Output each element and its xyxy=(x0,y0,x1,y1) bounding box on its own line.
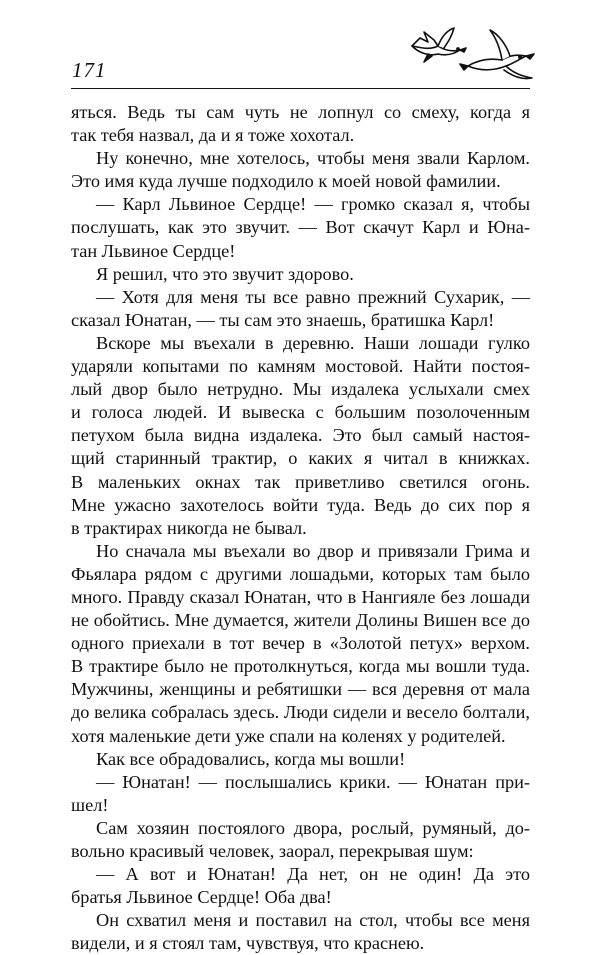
text-line: не обойтись. Мне думается, жители Долины Вишен все до xyxy=(71,610,530,631)
text-line: в трактирах никогда не бывал. xyxy=(71,517,307,538)
text-line: сказал Юнатан, — ты сам это знаешь, братишка Карл! xyxy=(71,309,495,330)
paragraph xyxy=(71,817,530,863)
text-line: братья Львиное Сердце! Оба два! xyxy=(71,887,332,908)
text-line: ударяли копытами по камням мостовой. Найти постоя- xyxy=(71,356,530,377)
text-line: одного приехали в тот вечер в «Золотой петух» верхом. xyxy=(71,633,530,654)
text-line: видели, и я стоял там, чувствуя, что краснею. xyxy=(71,933,425,954)
text-line: Сам хозяин постоялого двора, рослый, румяный, до- xyxy=(96,817,530,838)
paragraph xyxy=(71,286,530,332)
text-line: лый двор было нетрудно. Мы издалека услыхали смех xyxy=(71,379,530,400)
paragraph xyxy=(71,101,530,147)
paragraph xyxy=(71,540,530,748)
text-line: послушать, как это звучит. — Вот скачут Карл и Юна- xyxy=(71,217,530,238)
page-number: 171 xyxy=(72,58,107,82)
text-line: шел! xyxy=(71,794,109,815)
text-line: Он схватил меня и поставил на стол, чтобы все меня xyxy=(96,910,530,931)
text-line: Я решил, что это звучит здорово. xyxy=(96,263,354,284)
text-line: так тебя назвал, да и я тоже хохотал. xyxy=(71,125,355,146)
paragraph xyxy=(71,748,530,771)
paragraph xyxy=(71,332,530,540)
paragraph xyxy=(71,771,530,817)
text-line: Мне ужасно захотелось войти туда. Ведь до сих пор я xyxy=(71,494,530,515)
text-line: — А вот и Юнатан! Да нет, он не один! Да это xyxy=(96,864,530,885)
text-line: Это имя куда лучше подходило к моей новой фамилии. xyxy=(71,171,501,192)
text-line: Мужчины, женщины и ребятишки — вся деревня от мала xyxy=(71,679,530,700)
text-line: хотя маленькие дети уже спали на коленях у родителей. xyxy=(71,725,506,746)
text-line: и голоса людей. И вывеска с большим позолоченным xyxy=(71,402,530,423)
text-line: яться. Ведь ты сам чуть не лопнул со смеху, когда я xyxy=(71,102,530,122)
text-line: В трактире было не протолкнуться, когда мы вошли туда. xyxy=(71,656,530,677)
text-line: Фьялара рядом с другими лошадьми, которых там было xyxy=(71,563,530,584)
flying-birds-icon xyxy=(408,24,538,84)
paragraph xyxy=(71,263,530,286)
text-line: В маленьких окнах так приветливо светился огонь. xyxy=(71,471,530,492)
body-text xyxy=(71,101,530,955)
paragraph xyxy=(71,193,530,262)
paragraph xyxy=(71,863,530,909)
text-line: Ну конечно, мне хотелось, чтобы меня звали Карлом. xyxy=(96,148,530,169)
text-line: — Хотя для меня ты все равно прежний Сухарик, — xyxy=(96,286,530,307)
text-line: — Карл Львиное Сердце! — громко сказал я, чтобы xyxy=(96,194,530,215)
text-line: Вскоре мы въехали в деревню. Наши лошади гулко xyxy=(96,332,530,353)
text-line: — Юнатан! — послышались крики. — Юнатан при- xyxy=(96,771,530,792)
text-line: петухом была видна издалека. Это был самый настоя- xyxy=(71,425,530,446)
text-line: тан Львиное Сердце! xyxy=(71,240,236,261)
text-line: Но сначала мы въехали во двор и привязали Грима и xyxy=(96,540,530,561)
text-line: щий старинный трактир, о каких я читал в книжках. xyxy=(71,448,530,469)
text-line: до велика собралась здесь. Люди сидели и весело болтали, xyxy=(71,702,530,723)
paragraph xyxy=(71,909,530,955)
text-line: много. Правду сказал Юнатан, что в Нангияле без лошади xyxy=(71,586,530,607)
text-line: вольно красивый человек, заорал, перекрывая шум: xyxy=(71,841,474,861)
header-rule xyxy=(71,88,530,89)
paragraph xyxy=(71,147,530,193)
text-line: Как все обрадовались, когда мы вошли! xyxy=(96,748,406,769)
